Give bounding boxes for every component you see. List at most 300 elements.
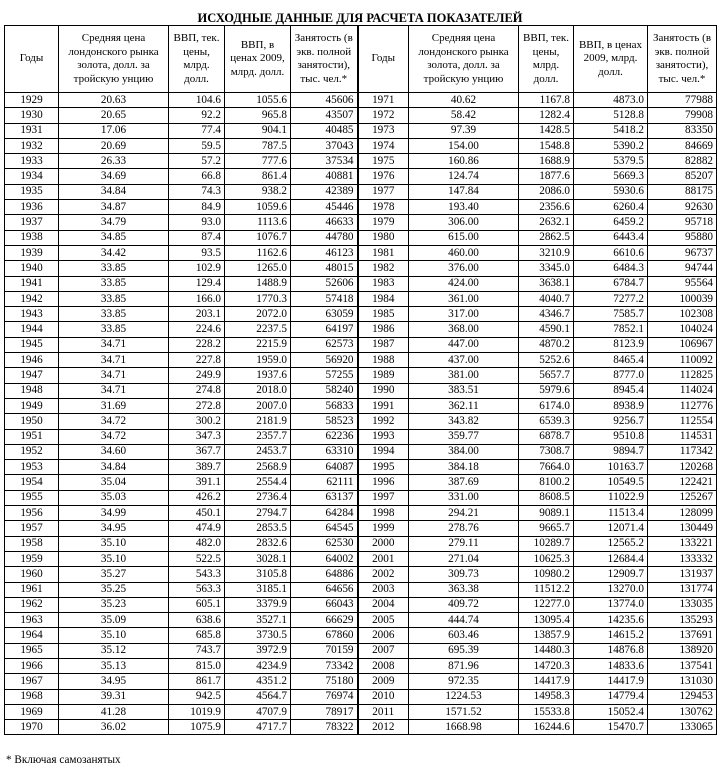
year-cell: 1965 [5, 643, 59, 658]
year-cell: 1942 [5, 291, 59, 306]
year-cell: 1972 [358, 108, 409, 123]
gdp-current-cell: 57.2 [169, 154, 225, 169]
gold-price-cell: 35.13 [59, 658, 169, 673]
gold-price-cell: 26.33 [59, 154, 169, 169]
gdp-current-cell: 2632.1 [519, 215, 574, 230]
gdp-2009-cell: 9510.8 [574, 429, 648, 444]
gdp-2009-cell: 2554.4 [225, 475, 291, 490]
table-row [5, 597, 717, 612]
gdp-current-cell: 16244.6 [519, 720, 574, 735]
gdp-current-cell: 9665.7 [519, 521, 574, 536]
header-row [5, 26, 717, 93]
employment-cell: 66043 [291, 597, 358, 612]
gold-price-cell: 33.85 [59, 322, 169, 337]
gdp-current-cell: 1282.4 [519, 108, 574, 123]
gold-price-cell: 35.27 [59, 567, 169, 582]
employment-cell: 131774 [648, 582, 717, 597]
table-row [5, 245, 717, 260]
employment-cell: 130762 [648, 704, 717, 719]
gdp-current-cell: 2862.5 [519, 230, 574, 245]
employment-cell: 117342 [648, 444, 717, 459]
table-row [5, 704, 717, 719]
header-employment: Занятость (в экв. полной занятости), тыс. чел.* [291, 26, 358, 93]
year-cell: 1957 [5, 521, 59, 536]
gold-price-cell: 35.03 [59, 490, 169, 505]
employment-cell: 122421 [648, 475, 717, 490]
table-row [5, 138, 717, 153]
year-cell: 2009 [358, 674, 409, 689]
gold-price-cell: 381.00 [409, 368, 519, 383]
gdp-current-cell: 3210.9 [519, 245, 574, 260]
gdp-current-cell: 815.0 [169, 658, 225, 673]
year-cell: 1980 [358, 230, 409, 245]
gold-price-cell: 34.71 [59, 337, 169, 352]
year-cell: 1949 [5, 398, 59, 413]
employment-cell: 83350 [648, 123, 717, 138]
gold-price-cell: 160.86 [409, 154, 519, 169]
table-row [5, 307, 717, 322]
employment-cell: 70159 [291, 643, 358, 658]
year-cell: 1987 [358, 337, 409, 352]
employment-cell: 48015 [291, 261, 358, 276]
year-cell: 1979 [358, 215, 409, 230]
employment-cell: 88175 [648, 184, 717, 199]
gdp-2009-cell: 1265.0 [225, 261, 291, 276]
gold-price-cell: 193.40 [409, 200, 519, 215]
gdp-2009-cell: 1055.6 [225, 93, 291, 108]
year-cell: 2003 [358, 582, 409, 597]
year-cell: 1974 [358, 138, 409, 153]
gdp-2009-cell: 8777.0 [574, 368, 648, 383]
gdp-2009-cell: 2181.9 [225, 414, 291, 429]
employment-cell: 129453 [648, 689, 717, 704]
gdp-2009-cell: 12684.4 [574, 551, 648, 566]
employment-cell: 95880 [648, 230, 717, 245]
gold-price-cell: 460.00 [409, 245, 519, 260]
gold-price-cell: 124.74 [409, 169, 519, 184]
year-cell: 1967 [5, 674, 59, 689]
gdp-current-cell: 4590.1 [519, 322, 574, 337]
gdp-current-cell: 3345.0 [519, 261, 574, 276]
employment-cell: 64284 [291, 506, 358, 521]
employment-cell: 64656 [291, 582, 358, 597]
gdp-current-cell: 685.8 [169, 628, 225, 643]
gdp-current-cell: 10289.7 [519, 536, 574, 551]
gdp-current-cell: 14480.3 [519, 643, 574, 658]
gold-price-cell: 972.35 [409, 674, 519, 689]
employment-cell: 64197 [291, 322, 358, 337]
employment-cell: 63059 [291, 307, 358, 322]
header-years: Годы [5, 26, 59, 93]
gdp-2009-cell: 4707.9 [225, 704, 291, 719]
year-cell: 1936 [5, 200, 59, 215]
year-cell: 1973 [358, 123, 409, 138]
gdp-2009-cell: 2215.9 [225, 337, 291, 352]
gdp-current-cell: 92.2 [169, 108, 225, 123]
employment-cell: 92630 [648, 200, 717, 215]
gold-price-cell: 424.00 [409, 276, 519, 291]
year-cell: 1993 [358, 429, 409, 444]
gold-price-cell: 58.42 [409, 108, 519, 123]
gold-price-cell: 1224.53 [409, 689, 519, 704]
employment-cell: 112776 [648, 398, 717, 413]
table-body [5, 93, 717, 735]
gdp-2009-cell: 4564.7 [225, 689, 291, 704]
gdp-current-cell: 638.6 [169, 613, 225, 628]
table-row [5, 628, 717, 643]
employment-cell: 137541 [648, 658, 717, 673]
gdp-2009-cell: 14615.2 [574, 628, 648, 643]
gold-price-cell: 20.65 [59, 108, 169, 123]
gdp-current-cell: 5657.7 [519, 368, 574, 383]
table-row [5, 108, 717, 123]
gold-price-cell: 409.72 [409, 597, 519, 612]
gdp-current-cell: 1075.9 [169, 720, 225, 735]
year-cell: 1976 [358, 169, 409, 184]
year-cell: 1959 [5, 551, 59, 566]
gdp-current-cell: 203.1 [169, 307, 225, 322]
gdp-2009-cell: 777.6 [225, 154, 291, 169]
header-gdp-current: ВВП, тек. цены, млрд. долл. [169, 26, 225, 93]
gdp-current-cell: 10980.2 [519, 567, 574, 582]
employment-cell: 133221 [648, 536, 717, 551]
gold-price-cell: 36.02 [59, 720, 169, 735]
employment-cell: 131030 [648, 674, 717, 689]
gdp-2009-cell: 5390.2 [574, 138, 648, 153]
gold-price-cell: 35.12 [59, 643, 169, 658]
table-row [5, 444, 717, 459]
employment-cell: 104024 [648, 322, 717, 337]
employment-cell: 56920 [291, 353, 358, 368]
year-cell: 1941 [5, 276, 59, 291]
employment-cell: 94744 [648, 261, 717, 276]
gdp-2009-cell: 3105.8 [225, 567, 291, 582]
employment-cell: 63310 [291, 444, 358, 459]
gold-price-cell: 362.11 [409, 398, 519, 413]
gold-price-cell: 34.87 [59, 200, 169, 215]
gdp-current-cell: 1428.5 [519, 123, 574, 138]
gold-price-cell: 34.85 [59, 230, 169, 245]
gdp-current-cell: 6174.0 [519, 398, 574, 413]
employment-cell: 56833 [291, 398, 358, 413]
employment-cell: 62530 [291, 536, 358, 551]
employment-cell: 37043 [291, 138, 358, 153]
gdp-2009-cell: 4717.7 [225, 720, 291, 735]
year-cell: 1978 [358, 200, 409, 215]
year-cell: 1940 [5, 261, 59, 276]
gold-price-cell: 35.10 [59, 536, 169, 551]
table-row [5, 536, 717, 551]
table-row [5, 368, 717, 383]
employment-cell: 46123 [291, 245, 358, 260]
gdp-2009-cell: 8938.9 [574, 398, 648, 413]
gdp-2009-cell: 4234.9 [225, 658, 291, 673]
year-cell: 1984 [358, 291, 409, 306]
gold-price-cell: 384.18 [409, 460, 519, 475]
gold-price-cell: 615.00 [409, 230, 519, 245]
gdp-current-cell: 93.5 [169, 245, 225, 260]
year-cell: 1996 [358, 475, 409, 490]
table-row [5, 291, 717, 306]
employment-cell: 64002 [291, 551, 358, 566]
gdp-current-cell: 249.9 [169, 368, 225, 383]
table-row [5, 337, 717, 352]
gdp-current-cell: 12277.0 [519, 597, 574, 612]
employment-cell: 133065 [648, 720, 717, 735]
header-gold-price: Средняя цена лондонского рынка золота, долл. за тройскую унцию [409, 26, 519, 93]
table-row [5, 551, 717, 566]
year-cell: 1991 [358, 398, 409, 413]
year-cell: 1930 [5, 108, 59, 123]
year-cell: 1944 [5, 322, 59, 337]
gold-price-cell: 33.85 [59, 276, 169, 291]
gold-price-cell: 278.76 [409, 521, 519, 536]
year-cell: 1933 [5, 154, 59, 169]
data-table [4, 25, 717, 735]
gdp-current-cell: 93.0 [169, 215, 225, 230]
gold-price-cell: 437.00 [409, 353, 519, 368]
year-cell: 1982 [358, 261, 409, 276]
table-title: ИСХОДНЫЕ ДАННЫЕ ДЛЯ РАСЧЕТА ПОКАЗАТЕЛЕЙ [197, 11, 523, 25]
employment-cell: 40485 [291, 123, 358, 138]
year-cell: 1999 [358, 521, 409, 536]
gold-price-cell: 361.00 [409, 291, 519, 306]
year-cell: 2006 [358, 628, 409, 643]
year-cell: 1951 [5, 429, 59, 444]
gdp-current-cell: 224.6 [169, 322, 225, 337]
table-row [5, 200, 717, 215]
gold-price-cell: 359.77 [409, 429, 519, 444]
table-row [5, 475, 717, 490]
gdp-current-cell: 4040.7 [519, 291, 574, 306]
gdp-2009-cell: 8465.4 [574, 353, 648, 368]
employment-cell: 138920 [648, 643, 717, 658]
gdp-2009-cell: 5379.5 [574, 154, 648, 169]
gdp-2009-cell: 2007.0 [225, 398, 291, 413]
gold-price-cell: 317.00 [409, 307, 519, 322]
gdp-current-cell: 2356.6 [519, 200, 574, 215]
gold-price-cell: 154.00 [409, 138, 519, 153]
table-row [5, 643, 717, 658]
gdp-current-cell: 274.8 [169, 383, 225, 398]
year-cell: 1975 [358, 154, 409, 169]
gdp-current-cell: 8100.2 [519, 475, 574, 490]
year-cell: 1931 [5, 123, 59, 138]
employment-cell: 57418 [291, 291, 358, 306]
employment-cell: 135293 [648, 613, 717, 628]
gdp-current-cell: 1548.8 [519, 138, 574, 153]
gdp-current-cell: 87.4 [169, 230, 225, 245]
employment-cell: 128099 [648, 506, 717, 521]
gdp-2009-cell: 5669.3 [574, 169, 648, 184]
table-row [5, 429, 717, 444]
year-cell: 1971 [358, 93, 409, 108]
gdp-current-cell: 104.6 [169, 93, 225, 108]
gdp-current-cell: 367.7 [169, 444, 225, 459]
table-row [5, 567, 717, 582]
year-cell: 1985 [358, 307, 409, 322]
employment-cell: 42389 [291, 184, 358, 199]
year-cell: 1934 [5, 169, 59, 184]
gdp-current-cell: 450.1 [169, 506, 225, 521]
employment-cell: 40881 [291, 169, 358, 184]
gdp-2009-cell: 2832.6 [225, 536, 291, 551]
gdp-current-cell: 11512.2 [519, 582, 574, 597]
gdp-2009-cell: 787.5 [225, 138, 291, 153]
gold-price-cell: 383.51 [409, 383, 519, 398]
gdp-current-cell: 227.8 [169, 353, 225, 368]
gdp-2009-cell: 2568.9 [225, 460, 291, 475]
gdp-current-cell: 166.0 [169, 291, 225, 306]
year-cell: 1946 [5, 353, 59, 368]
table-row [5, 261, 717, 276]
gold-price-cell: 695.39 [409, 643, 519, 658]
year-cell: 1994 [358, 444, 409, 459]
year-cell: 1932 [5, 138, 59, 153]
gdp-2009-cell: 7277.2 [574, 291, 648, 306]
gdp-current-cell: 6539.3 [519, 414, 574, 429]
gdp-current-cell: 942.5 [169, 689, 225, 704]
year-cell: 1977 [358, 184, 409, 199]
gold-price-cell: 147.84 [409, 184, 519, 199]
employment-cell: 85207 [648, 169, 717, 184]
gold-price-cell: 35.04 [59, 475, 169, 490]
gdp-2009-cell: 14235.6 [574, 613, 648, 628]
gdp-2009-cell: 14417.9 [574, 674, 648, 689]
gdp-current-cell: 482.0 [169, 536, 225, 551]
year-cell: 1981 [358, 245, 409, 260]
gold-price-cell: 34.69 [59, 169, 169, 184]
gdp-2009-cell: 1162.6 [225, 245, 291, 260]
year-cell: 1943 [5, 307, 59, 322]
gdp-2009-cell: 3527.1 [225, 613, 291, 628]
employment-cell: 46633 [291, 215, 358, 230]
gold-price-cell: 34.42 [59, 245, 169, 260]
gdp-2009-cell: 3028.1 [225, 551, 291, 566]
gold-price-cell: 384.00 [409, 444, 519, 459]
gdp-2009-cell: 904.1 [225, 123, 291, 138]
gold-price-cell: 39.31 [59, 689, 169, 704]
gdp-current-cell: 1019.9 [169, 704, 225, 719]
table-row [5, 93, 717, 108]
gdp-2009-cell: 1959.0 [225, 353, 291, 368]
gdp-current-cell: 743.7 [169, 643, 225, 658]
gdp-2009-cell: 2072.0 [225, 307, 291, 322]
gold-price-cell: 33.85 [59, 291, 169, 306]
employment-cell: 106967 [648, 337, 717, 352]
gdp-2009-cell: 8123.9 [574, 337, 648, 352]
employment-cell: 78917 [291, 704, 358, 719]
gdp-2009-cell: 5418.2 [574, 123, 648, 138]
gdp-current-cell: 9089.1 [519, 506, 574, 521]
gold-price-cell: 34.95 [59, 674, 169, 689]
employment-cell: 110092 [648, 353, 717, 368]
table-row [5, 154, 717, 169]
gdp-2009-cell: 6260.4 [574, 200, 648, 215]
year-cell: 1970 [5, 720, 59, 735]
employment-cell: 62573 [291, 337, 358, 352]
employment-cell: 43507 [291, 108, 358, 123]
gdp-current-cell: 15533.8 [519, 704, 574, 719]
gdp-2009-cell: 1770.3 [225, 291, 291, 306]
gold-price-cell: 309.73 [409, 567, 519, 582]
year-cell: 1952 [5, 444, 59, 459]
gdp-2009-cell: 1059.6 [225, 200, 291, 215]
employment-cell: 67860 [291, 628, 358, 643]
table-row [5, 398, 717, 413]
gdp-2009-cell: 8945.4 [574, 383, 648, 398]
table-row [5, 582, 717, 597]
header-gdp-2009: ВВП, в ценах 2009, млрд. долл. [574, 26, 648, 93]
table-row [5, 674, 717, 689]
gdp-2009-cell: 12071.4 [574, 521, 648, 536]
gdp-current-cell: 300.2 [169, 414, 225, 429]
gdp-current-cell: 474.9 [169, 521, 225, 536]
employment-cell: 77988 [648, 93, 717, 108]
gdp-current-cell: 389.7 [169, 460, 225, 475]
header-years: Годы [358, 26, 409, 93]
year-cell: 2010 [358, 689, 409, 704]
table-row [5, 613, 717, 628]
gdp-current-cell: 7664.0 [519, 460, 574, 475]
year-cell: 2005 [358, 613, 409, 628]
gdp-2009-cell: 2853.5 [225, 521, 291, 536]
employment-cell: 130449 [648, 521, 717, 536]
gold-price-cell: 343.82 [409, 414, 519, 429]
employment-cell: 78322 [291, 720, 358, 735]
gdp-2009-cell: 1937.6 [225, 368, 291, 383]
gdp-current-cell: 4346.7 [519, 307, 574, 322]
gold-price-cell: 1668.98 [409, 720, 519, 735]
gdp-2009-cell: 6443.4 [574, 230, 648, 245]
table-row [5, 322, 717, 337]
employment-cell: 112825 [648, 368, 717, 383]
table-row [5, 414, 717, 429]
gdp-current-cell: 13095.4 [519, 613, 574, 628]
employment-cell: 62111 [291, 475, 358, 490]
employment-cell: 133035 [648, 597, 717, 612]
gdp-current-cell: 84.9 [169, 200, 225, 215]
gdp-2009-cell: 15052.4 [574, 704, 648, 719]
gold-price-cell: 871.96 [409, 658, 519, 673]
gdp-current-cell: 605.1 [169, 597, 225, 612]
year-cell: 1961 [5, 582, 59, 597]
gdp-2009-cell: 5930.6 [574, 184, 648, 199]
gold-price-cell: 331.00 [409, 490, 519, 505]
employment-cell: 73342 [291, 658, 358, 673]
gdp-2009-cell: 11513.4 [574, 506, 648, 521]
gdp-current-cell: 8608.5 [519, 490, 574, 505]
gold-price-cell: 34.60 [59, 444, 169, 459]
gdp-current-cell: 13857.9 [519, 628, 574, 643]
year-cell: 1948 [5, 383, 59, 398]
gold-price-cell: 34.95 [59, 521, 169, 536]
employment-cell: 100039 [648, 291, 717, 306]
gdp-2009-cell: 9894.7 [574, 444, 648, 459]
employment-cell: 64886 [291, 567, 358, 582]
gdp-current-cell: 4870.2 [519, 337, 574, 352]
gold-price-cell: 603.46 [409, 628, 519, 643]
gdp-2009-cell: 10549.5 [574, 475, 648, 490]
table-row [5, 230, 717, 245]
gdp-2009-cell: 1488.9 [225, 276, 291, 291]
gdp-2009-cell: 14876.8 [574, 643, 648, 658]
gdp-current-cell: 272.8 [169, 398, 225, 413]
gdp-current-cell: 543.3 [169, 567, 225, 582]
gold-price-cell: 35.10 [59, 551, 169, 566]
gdp-current-cell: 861.7 [169, 674, 225, 689]
year-cell: 1964 [5, 628, 59, 643]
